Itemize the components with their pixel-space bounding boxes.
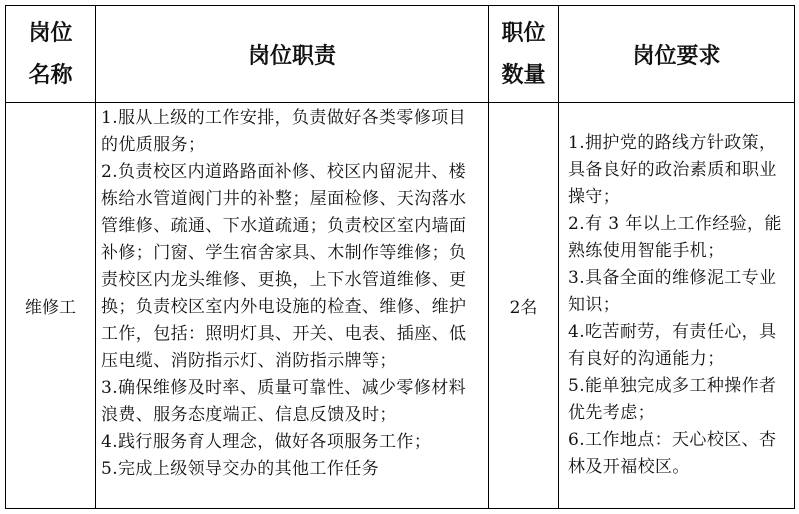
requirement-item: 4.吃苦耐劳，有责任心，具有良好的沟通能力； (568, 322, 777, 369)
requirement-item: 3.具备全面的维修泥工专业知识； (568, 268, 777, 315)
requirements-cell (559, 103, 795, 509)
table-row (6, 103, 795, 509)
requirement-item: 1.拥护党的路线方针政策，具备良好的政治素质和职业操守； (568, 133, 777, 207)
duty-item: 5.完成上级领导交办的其他工作任务 (101, 459, 380, 479)
header-count-line1: 职位 (501, 20, 546, 46)
header-position-name (6, 6, 96, 103)
header-row (6, 6, 795, 103)
duty-item: 4.践行服务育人理念，做好各项服务工作； (101, 432, 432, 452)
header-requirements: 岗位要求 (559, 6, 795, 103)
header-duties: 岗位职责 (96, 6, 489, 103)
requirement-item: 5.能单独完成多工种操作者优先考虑； (568, 376, 777, 423)
header-count-line2: 数量 (501, 62, 546, 88)
header-position-name-line1: 岗位 (28, 20, 73, 46)
duties-list (101, 103, 482, 483)
position-name-cell: 维修工 (6, 103, 96, 509)
job-table (5, 5, 795, 509)
count-cell: 2名 (489, 103, 559, 509)
duties-cell (96, 103, 489, 509)
requirements-list (568, 103, 786, 481)
duty-item: 3.确保维修及时率、质量可靠性、减少零修材料浪费、服务态度端正、信息反馈及时； (101, 378, 467, 425)
header-position-name-line2: 名称 (28, 62, 73, 88)
duty-item: 2.负责校区内道路路面补修、校区内留泥井、楼栋给水管道阀门井的补整；屋面检修、天沟落水管维修、疏通、下水道疏通；负责校区室内墙面补修；门窗、学生宿舍家具、木制作等维修；负责校区内龙头维修、更换，上下水管道维修、更换；负责校区室内外电设施的检查、维修、维护工作，包括：照明灯具、开关、电表、插座、低压电缆、消防指示灯、消防指示牌等； (101, 162, 467, 371)
requirement-item: 2.有 3 年以上工作经验，能熟练使用智能手机； (568, 214, 782, 261)
requirement-item: 6.工作地点：天心校区、杏林及开福校区。 (568, 430, 777, 477)
header-count (489, 6, 559, 103)
duty-item: 1.服从上级的工作安排，负责做好各类零修项目的优质服务； (101, 108, 467, 155)
